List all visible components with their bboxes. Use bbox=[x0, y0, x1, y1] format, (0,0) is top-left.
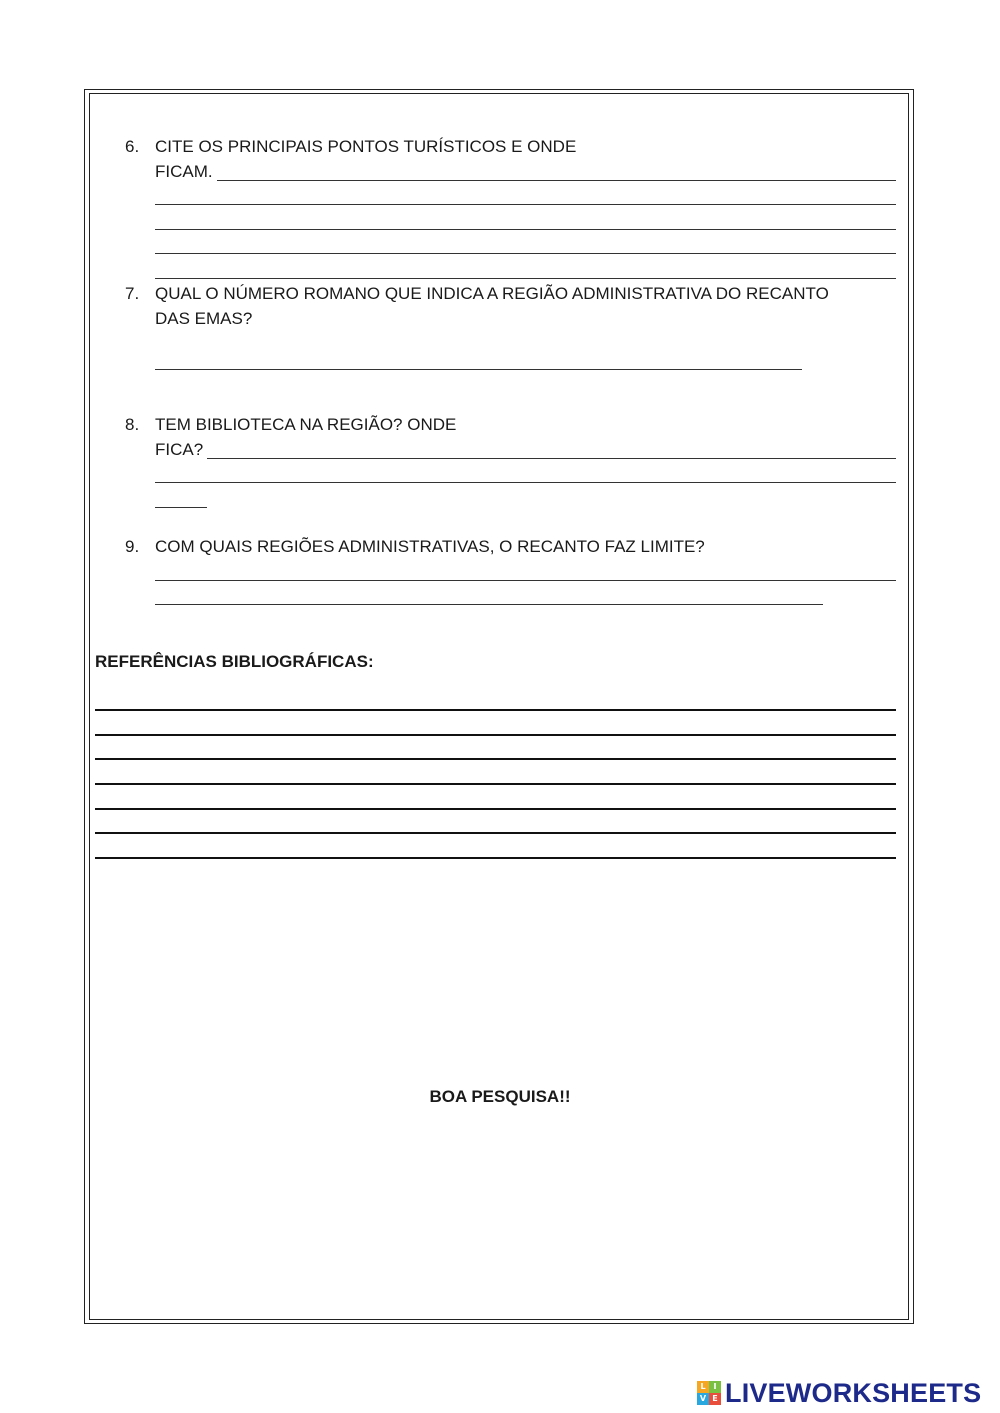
answer-line[interactable] bbox=[155, 507, 207, 508]
reference-line[interactable] bbox=[95, 857, 896, 859]
answer-line[interactable] bbox=[155, 278, 896, 279]
answer-line[interactable] bbox=[155, 369, 802, 370]
question-text-cont: FICAM. bbox=[155, 162, 213, 181]
question-number: 7. bbox=[125, 284, 140, 303]
answer-line[interactable] bbox=[155, 580, 896, 581]
question-number: 6. bbox=[125, 137, 140, 156]
reference-line[interactable] bbox=[95, 758, 896, 760]
answer-line[interactable] bbox=[155, 204, 896, 205]
answer-line[interactable] bbox=[155, 253, 896, 254]
question-text: QUAL O NÚMERO ROMANO QUE INDICA A REGIÃO ADMINISTRATIVA DO RECANTO bbox=[155, 284, 829, 303]
question-text-cont: DAS EMAS? bbox=[155, 309, 253, 328]
answer-line[interactable] bbox=[207, 458, 896, 459]
liveworksheets-icon: L I V E bbox=[697, 1381, 721, 1405]
reference-line[interactable] bbox=[95, 832, 896, 834]
closing-text: BOA PESQUISA!! bbox=[429, 1087, 571, 1106]
question-text: COM QUAIS REGIÕES ADMINISTRATIVAS, O RECANTO FAZ LIMITE? bbox=[155, 537, 705, 556]
question-number: 8. bbox=[125, 415, 140, 434]
liveworksheets-text: LIVEWORKSHEETS bbox=[725, 1377, 982, 1408]
answer-line[interactable] bbox=[155, 604, 823, 605]
question-text-cont: FICA? bbox=[155, 440, 204, 459]
answer-line[interactable] bbox=[155, 482, 896, 483]
question-text: TEM BIBLIOTECA NA REGIÃO? ONDE bbox=[155, 415, 457, 434]
answer-line[interactable] bbox=[155, 229, 896, 230]
reference-line[interactable] bbox=[95, 709, 896, 711]
reference-line[interactable] bbox=[95, 783, 896, 785]
question-text: CITE OS PRINCIPAIS PONTOS TURÍSTICOS E ONDE bbox=[155, 137, 577, 156]
reference-line[interactable] bbox=[95, 734, 896, 736]
question-number: 9. bbox=[125, 537, 140, 556]
reference-line[interactable] bbox=[95, 808, 896, 810]
answer-line[interactable] bbox=[217, 180, 896, 181]
liveworksheets-logo bbox=[697, 1378, 981, 1408]
references-heading: REFERÊNCIAS BIBLIOGRÁFICAS: bbox=[95, 652, 374, 671]
